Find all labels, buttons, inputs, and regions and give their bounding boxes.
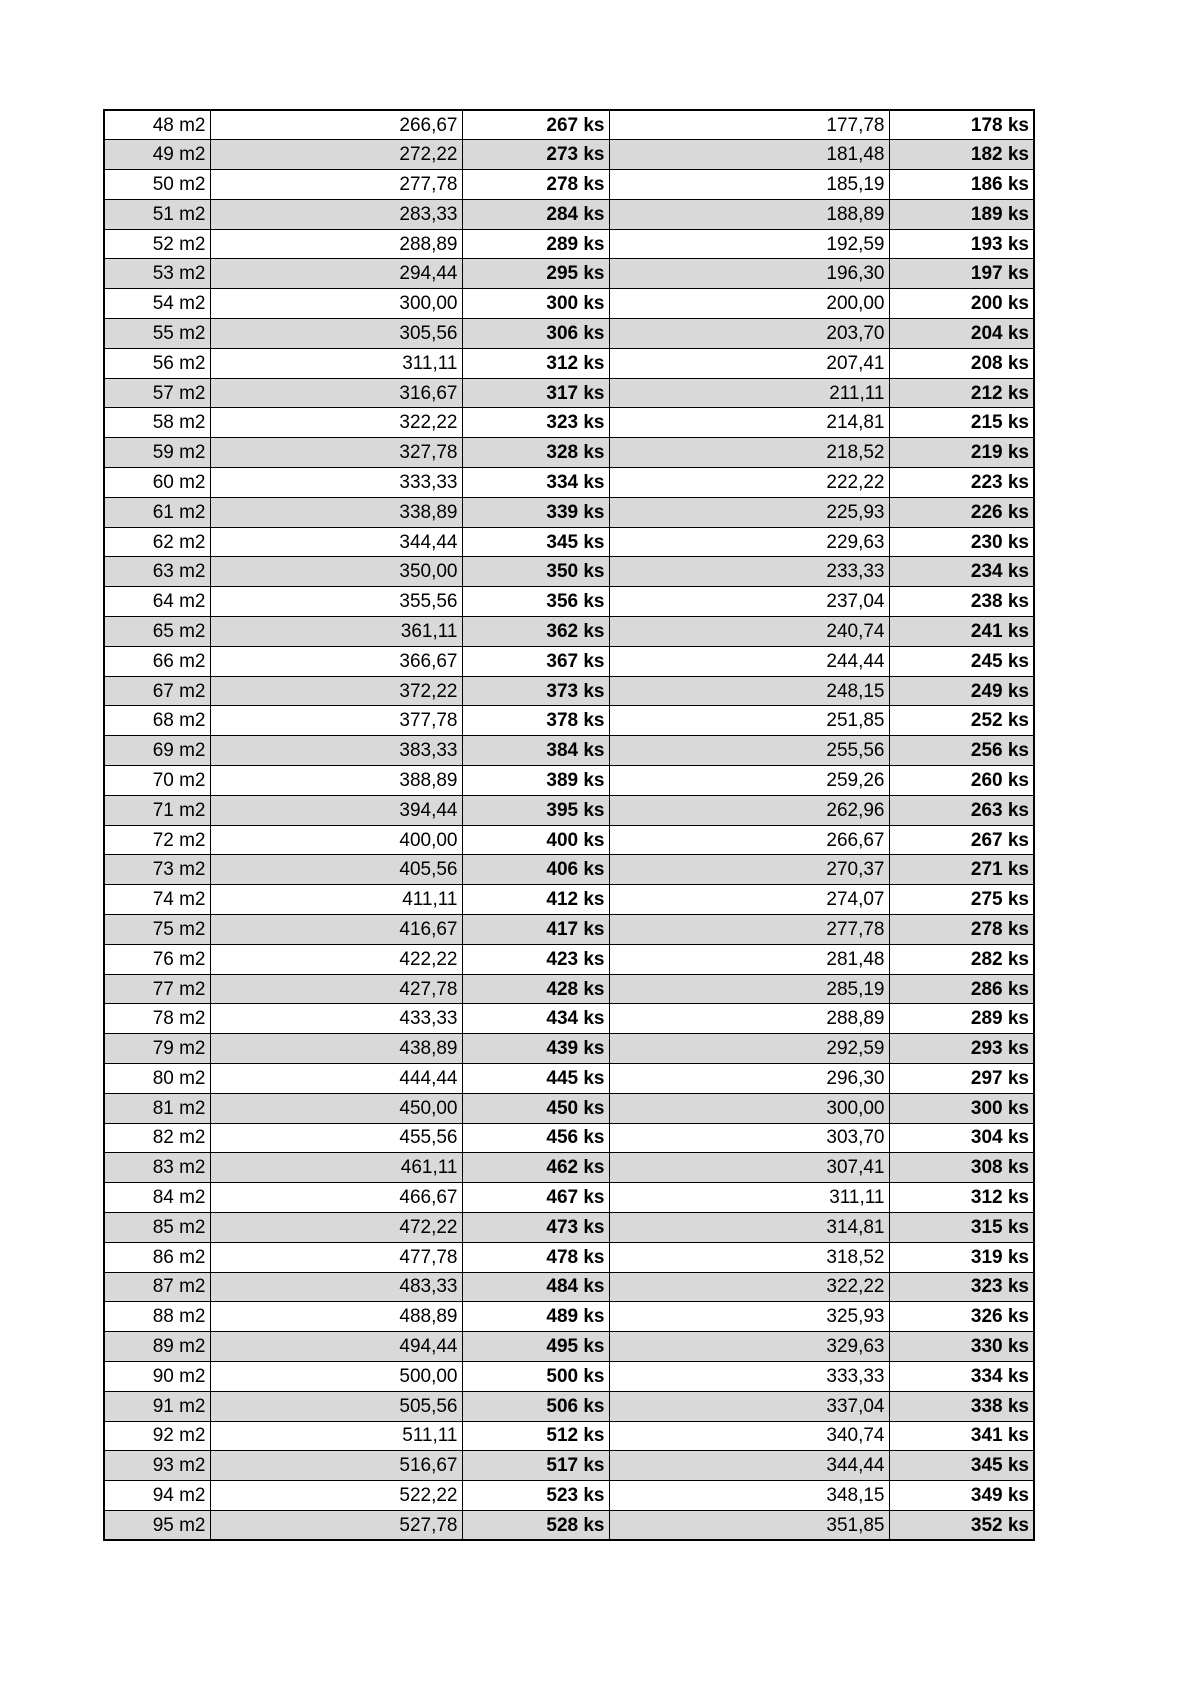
value-a-cell: 333,33 (210, 468, 462, 498)
value-b-cell: 274,07 (609, 885, 889, 915)
table-row (104, 378, 1034, 408)
count-a-cell: 328 ks (462, 438, 609, 468)
table-row (104, 1093, 1034, 1123)
value-b-cell: 203,70 (609, 319, 889, 349)
count-a-cell: 345 ks (462, 527, 609, 557)
count-a-cell: 339 ks (462, 497, 609, 527)
table-row (104, 259, 1034, 289)
value-b-cell: 307,41 (609, 1153, 889, 1183)
table-row (104, 1212, 1034, 1242)
value-a-cell: 394,44 (210, 795, 462, 825)
area-cell: 51 m2 (104, 199, 210, 229)
count-b-cell: 226 ks (889, 497, 1034, 527)
count-a-cell: 300 ks (462, 289, 609, 319)
value-a-cell: 338,89 (210, 497, 462, 527)
table-row (104, 706, 1034, 736)
area-cell: 64 m2 (104, 587, 210, 617)
table-row (104, 1123, 1034, 1153)
area-cell: 65 m2 (104, 617, 210, 647)
table-row (104, 1064, 1034, 1094)
table-row (104, 825, 1034, 855)
value-b-cell: 196,30 (609, 259, 889, 289)
value-a-cell: 366,67 (210, 646, 462, 676)
value-b-cell: 340,74 (609, 1421, 889, 1451)
table-row (104, 617, 1034, 647)
value-b-cell: 200,00 (609, 289, 889, 319)
value-a-cell: 383,33 (210, 736, 462, 766)
value-a-cell: 500,00 (210, 1361, 462, 1391)
table-row (104, 557, 1034, 587)
table-row (104, 289, 1034, 319)
value-a-cell: 327,78 (210, 438, 462, 468)
value-b-cell: 348,15 (609, 1481, 889, 1511)
value-a-cell: 288,89 (210, 229, 462, 259)
count-b-cell: 200 ks (889, 289, 1034, 319)
count-b-cell: 186 ks (889, 170, 1034, 200)
count-b-cell: 349 ks (889, 1481, 1034, 1511)
area-cell: 73 m2 (104, 855, 210, 885)
area-cell: 68 m2 (104, 706, 210, 736)
value-a-cell: 266,67 (210, 110, 462, 140)
value-b-cell: 177,78 (609, 110, 889, 140)
table-row (104, 766, 1034, 796)
value-b-cell: 233,33 (609, 557, 889, 587)
count-b-cell: 245 ks (889, 646, 1034, 676)
area-cell: 78 m2 (104, 1004, 210, 1034)
value-a-cell: 355,56 (210, 587, 462, 617)
count-b-cell: 267 ks (889, 825, 1034, 855)
area-cell: 61 m2 (104, 497, 210, 527)
table-row (104, 587, 1034, 617)
area-cell: 83 m2 (104, 1153, 210, 1183)
table-row (104, 319, 1034, 349)
value-a-cell: 344,44 (210, 527, 462, 557)
count-a-cell: 467 ks (462, 1183, 609, 1213)
count-a-cell: 428 ks (462, 974, 609, 1004)
area-cell: 86 m2 (104, 1242, 210, 1272)
count-a-cell: 378 ks (462, 706, 609, 736)
value-a-cell: 444,44 (210, 1064, 462, 1094)
count-a-cell: 406 ks (462, 855, 609, 885)
table-row (104, 1183, 1034, 1213)
count-a-cell: 395 ks (462, 795, 609, 825)
count-a-cell: 523 ks (462, 1481, 609, 1511)
area-cell: 81 m2 (104, 1093, 210, 1123)
count-b-cell: 293 ks (889, 1034, 1034, 1064)
table-row (104, 140, 1034, 170)
value-a-cell: 422,22 (210, 944, 462, 974)
value-a-cell: 377,78 (210, 706, 462, 736)
table-row (104, 885, 1034, 915)
count-b-cell: 241 ks (889, 617, 1034, 647)
count-b-cell: 304 ks (889, 1123, 1034, 1153)
value-b-cell: 229,63 (609, 527, 889, 557)
value-a-cell: 516,67 (210, 1451, 462, 1481)
value-b-cell: 207,41 (609, 348, 889, 378)
count-a-cell: 334 ks (462, 468, 609, 498)
value-a-cell: 427,78 (210, 974, 462, 1004)
table-row (104, 1332, 1034, 1362)
area-cell: 52 m2 (104, 229, 210, 259)
value-b-cell: 285,19 (609, 974, 889, 1004)
count-a-cell: 323 ks (462, 408, 609, 438)
area-cell: 88 m2 (104, 1302, 210, 1332)
count-b-cell: 330 ks (889, 1332, 1034, 1362)
value-a-cell: 272,22 (210, 140, 462, 170)
value-b-cell: 222,22 (609, 468, 889, 498)
area-cell: 72 m2 (104, 825, 210, 855)
table-row (104, 1481, 1034, 1511)
count-a-cell: 417 ks (462, 915, 609, 945)
area-cell: 67 m2 (104, 676, 210, 706)
table-row (104, 1153, 1034, 1183)
value-b-cell: 244,44 (609, 646, 889, 676)
area-cell: 48 m2 (104, 110, 210, 140)
area-cell: 71 m2 (104, 795, 210, 825)
table-row (104, 1004, 1034, 1034)
value-b-cell: 225,93 (609, 497, 889, 527)
count-a-cell: 473 ks (462, 1212, 609, 1242)
area-cell: 84 m2 (104, 1183, 210, 1213)
value-b-cell: 237,04 (609, 587, 889, 617)
value-a-cell: 472,22 (210, 1212, 462, 1242)
area-cell: 95 m2 (104, 1510, 210, 1540)
value-a-cell: 311,11 (210, 348, 462, 378)
table-row (104, 855, 1034, 885)
value-b-cell: 270,37 (609, 855, 889, 885)
area-cell: 57 m2 (104, 378, 210, 408)
count-b-cell: 219 ks (889, 438, 1034, 468)
value-a-cell: 466,67 (210, 1183, 462, 1213)
value-a-cell: 433,33 (210, 1004, 462, 1034)
area-cell: 58 m2 (104, 408, 210, 438)
area-cell: 49 m2 (104, 140, 210, 170)
table-row (104, 1272, 1034, 1302)
count-a-cell: 528 ks (462, 1510, 609, 1540)
value-b-cell: 240,74 (609, 617, 889, 647)
value-b-cell: 266,67 (609, 825, 889, 855)
count-b-cell: 238 ks (889, 587, 1034, 617)
table-row (104, 348, 1034, 378)
value-b-cell: 211,11 (609, 378, 889, 408)
count-a-cell: 384 ks (462, 736, 609, 766)
count-b-cell: 271 ks (889, 855, 1034, 885)
count-a-cell: 445 ks (462, 1064, 609, 1094)
area-cell: 89 m2 (104, 1332, 210, 1362)
count-a-cell: 506 ks (462, 1391, 609, 1421)
count-b-cell: 197 ks (889, 259, 1034, 289)
table-row (104, 1510, 1034, 1540)
count-a-cell: 478 ks (462, 1242, 609, 1272)
table-row (104, 1391, 1034, 1421)
count-b-cell: 312 ks (889, 1183, 1034, 1213)
count-a-cell: 389 ks (462, 766, 609, 796)
value-a-cell: 411,11 (210, 885, 462, 915)
count-a-cell: 423 ks (462, 944, 609, 974)
value-b-cell: 351,85 (609, 1510, 889, 1540)
value-a-cell: 527,78 (210, 1510, 462, 1540)
area-cell: 80 m2 (104, 1064, 210, 1094)
count-a-cell: 412 ks (462, 885, 609, 915)
count-a-cell: 367 ks (462, 646, 609, 676)
value-b-cell: 314,81 (609, 1212, 889, 1242)
table-row (104, 1361, 1034, 1391)
table-row (104, 110, 1034, 140)
value-a-cell: 316,67 (210, 378, 462, 408)
count-b-cell: 204 ks (889, 319, 1034, 349)
value-a-cell: 283,33 (210, 199, 462, 229)
count-b-cell: 326 ks (889, 1302, 1034, 1332)
area-cell: 87 m2 (104, 1272, 210, 1302)
table-row (104, 1034, 1034, 1064)
count-b-cell: 323 ks (889, 1272, 1034, 1302)
area-cell: 76 m2 (104, 944, 210, 974)
value-b-cell: 192,59 (609, 229, 889, 259)
value-b-cell: 277,78 (609, 915, 889, 945)
table-row (104, 408, 1034, 438)
table-row (104, 199, 1034, 229)
count-b-cell: 341 ks (889, 1421, 1034, 1451)
area-cell: 55 m2 (104, 319, 210, 349)
value-b-cell: 259,26 (609, 766, 889, 796)
count-b-cell: 308 ks (889, 1153, 1034, 1183)
count-a-cell: 434 ks (462, 1004, 609, 1034)
table-row (104, 527, 1034, 557)
count-b-cell: 234 ks (889, 557, 1034, 587)
value-b-cell: 337,04 (609, 1391, 889, 1421)
count-b-cell: 297 ks (889, 1064, 1034, 1094)
count-b-cell: 315 ks (889, 1212, 1034, 1242)
value-a-cell: 400,00 (210, 825, 462, 855)
value-a-cell: 388,89 (210, 766, 462, 796)
value-a-cell: 372,22 (210, 676, 462, 706)
count-a-cell: 362 ks (462, 617, 609, 647)
value-b-cell: 214,81 (609, 408, 889, 438)
area-cell: 94 m2 (104, 1481, 210, 1511)
count-a-cell: 439 ks (462, 1034, 609, 1064)
count-b-cell: 182 ks (889, 140, 1034, 170)
value-a-cell: 450,00 (210, 1093, 462, 1123)
area-cell: 92 m2 (104, 1421, 210, 1451)
area-cell: 59 m2 (104, 438, 210, 468)
value-b-cell: 218,52 (609, 438, 889, 468)
value-b-cell: 311,11 (609, 1183, 889, 1213)
value-b-cell: 255,56 (609, 736, 889, 766)
count-b-cell: 289 ks (889, 1004, 1034, 1034)
count-b-cell: 193 ks (889, 229, 1034, 259)
value-a-cell: 455,56 (210, 1123, 462, 1153)
table-row (104, 915, 1034, 945)
value-a-cell: 522,22 (210, 1481, 462, 1511)
count-a-cell: 373 ks (462, 676, 609, 706)
value-b-cell: 322,22 (609, 1272, 889, 1302)
value-a-cell: 350,00 (210, 557, 462, 587)
value-a-cell: 294,44 (210, 259, 462, 289)
table-row (104, 1242, 1034, 1272)
value-b-cell: 281,48 (609, 944, 889, 974)
value-b-cell: 292,59 (609, 1034, 889, 1064)
value-b-cell: 185,19 (609, 170, 889, 200)
table-row (104, 438, 1034, 468)
value-a-cell: 277,78 (210, 170, 462, 200)
count-a-cell: 356 ks (462, 587, 609, 617)
table-row (104, 1421, 1034, 1451)
spreadsheet-table (103, 109, 1035, 1541)
area-cell: 77 m2 (104, 974, 210, 1004)
count-b-cell: 252 ks (889, 706, 1034, 736)
value-b-cell: 300,00 (609, 1093, 889, 1123)
count-b-cell: 282 ks (889, 944, 1034, 974)
value-a-cell: 361,11 (210, 617, 462, 647)
count-b-cell: 256 ks (889, 736, 1034, 766)
value-a-cell: 488,89 (210, 1302, 462, 1332)
area-cell: 90 m2 (104, 1361, 210, 1391)
table-body (104, 110, 1034, 1540)
area-cell: 50 m2 (104, 170, 210, 200)
value-a-cell: 416,67 (210, 915, 462, 945)
count-b-cell: 189 ks (889, 199, 1034, 229)
table-row (104, 1302, 1034, 1332)
value-a-cell: 438,89 (210, 1034, 462, 1064)
area-cell: 91 m2 (104, 1391, 210, 1421)
count-a-cell: 400 ks (462, 825, 609, 855)
count-a-cell: 295 ks (462, 259, 609, 289)
value-a-cell: 477,78 (210, 1242, 462, 1272)
count-a-cell: 456 ks (462, 1123, 609, 1153)
value-b-cell: 325,93 (609, 1302, 889, 1332)
table-row (104, 497, 1034, 527)
count-a-cell: 312 ks (462, 348, 609, 378)
value-b-cell: 288,89 (609, 1004, 889, 1034)
count-a-cell: 284 ks (462, 199, 609, 229)
value-b-cell: 188,89 (609, 199, 889, 229)
value-a-cell: 483,33 (210, 1272, 462, 1302)
area-cell: 63 m2 (104, 557, 210, 587)
area-cell: 82 m2 (104, 1123, 210, 1153)
count-a-cell: 500 ks (462, 1361, 609, 1391)
value-b-cell: 344,44 (609, 1451, 889, 1481)
table-row (104, 468, 1034, 498)
count-a-cell: 350 ks (462, 557, 609, 587)
area-cell: 56 m2 (104, 348, 210, 378)
count-a-cell: 484 ks (462, 1272, 609, 1302)
count-a-cell: 450 ks (462, 1093, 609, 1123)
count-b-cell: 334 ks (889, 1361, 1034, 1391)
count-a-cell: 517 ks (462, 1451, 609, 1481)
count-b-cell: 178 ks (889, 110, 1034, 140)
value-b-cell: 333,33 (609, 1361, 889, 1391)
value-a-cell: 505,56 (210, 1391, 462, 1421)
count-b-cell: 352 ks (889, 1510, 1034, 1540)
area-cell: 69 m2 (104, 736, 210, 766)
value-a-cell: 305,56 (210, 319, 462, 349)
value-b-cell: 329,63 (609, 1332, 889, 1362)
area-cell: 53 m2 (104, 259, 210, 289)
count-b-cell: 338 ks (889, 1391, 1034, 1421)
value-a-cell: 461,11 (210, 1153, 462, 1183)
count-a-cell: 289 ks (462, 229, 609, 259)
area-cell: 79 m2 (104, 1034, 210, 1064)
table-row (104, 736, 1034, 766)
count-b-cell: 263 ks (889, 795, 1034, 825)
count-a-cell: 267 ks (462, 110, 609, 140)
table-row (104, 795, 1034, 825)
area-cell: 85 m2 (104, 1212, 210, 1242)
count-b-cell: 286 ks (889, 974, 1034, 1004)
count-b-cell: 208 ks (889, 348, 1034, 378)
count-b-cell: 275 ks (889, 885, 1034, 915)
table-row (104, 676, 1034, 706)
table-row (104, 944, 1034, 974)
value-b-cell: 262,96 (609, 795, 889, 825)
value-b-cell: 248,15 (609, 676, 889, 706)
count-a-cell: 278 ks (462, 170, 609, 200)
value-a-cell: 494,44 (210, 1332, 462, 1362)
table-row (104, 229, 1034, 259)
count-b-cell: 215 ks (889, 408, 1034, 438)
value-b-cell: 296,30 (609, 1064, 889, 1094)
value-b-cell: 303,70 (609, 1123, 889, 1153)
count-b-cell: 212 ks (889, 378, 1034, 408)
area-cell: 93 m2 (104, 1451, 210, 1481)
table-row (104, 1451, 1034, 1481)
count-a-cell: 489 ks (462, 1302, 609, 1332)
value-b-cell: 181,48 (609, 140, 889, 170)
count-a-cell: 495 ks (462, 1332, 609, 1362)
area-cell: 66 m2 (104, 646, 210, 676)
count-b-cell: 230 ks (889, 527, 1034, 557)
value-a-cell: 405,56 (210, 855, 462, 885)
area-cell: 54 m2 (104, 289, 210, 319)
table-row (104, 646, 1034, 676)
area-cell: 70 m2 (104, 766, 210, 796)
value-b-cell: 318,52 (609, 1242, 889, 1272)
count-a-cell: 462 ks (462, 1153, 609, 1183)
count-b-cell: 345 ks (889, 1451, 1034, 1481)
count-b-cell: 223 ks (889, 468, 1034, 498)
table-row (104, 974, 1034, 1004)
value-b-cell: 251,85 (609, 706, 889, 736)
value-a-cell: 322,22 (210, 408, 462, 438)
count-b-cell: 319 ks (889, 1242, 1034, 1272)
count-a-cell: 306 ks (462, 319, 609, 349)
count-b-cell: 300 ks (889, 1093, 1034, 1123)
value-a-cell: 300,00 (210, 289, 462, 319)
area-cell: 75 m2 (104, 915, 210, 945)
value-a-cell: 511,11 (210, 1421, 462, 1451)
count-b-cell: 260 ks (889, 766, 1034, 796)
count-a-cell: 512 ks (462, 1421, 609, 1451)
area-cell: 74 m2 (104, 885, 210, 915)
area-cell: 62 m2 (104, 527, 210, 557)
count-a-cell: 273 ks (462, 140, 609, 170)
count-b-cell: 278 ks (889, 915, 1034, 945)
count-a-cell: 317 ks (462, 378, 609, 408)
area-cell: 60 m2 (104, 468, 210, 498)
table-row (104, 170, 1034, 200)
count-b-cell: 249 ks (889, 676, 1034, 706)
